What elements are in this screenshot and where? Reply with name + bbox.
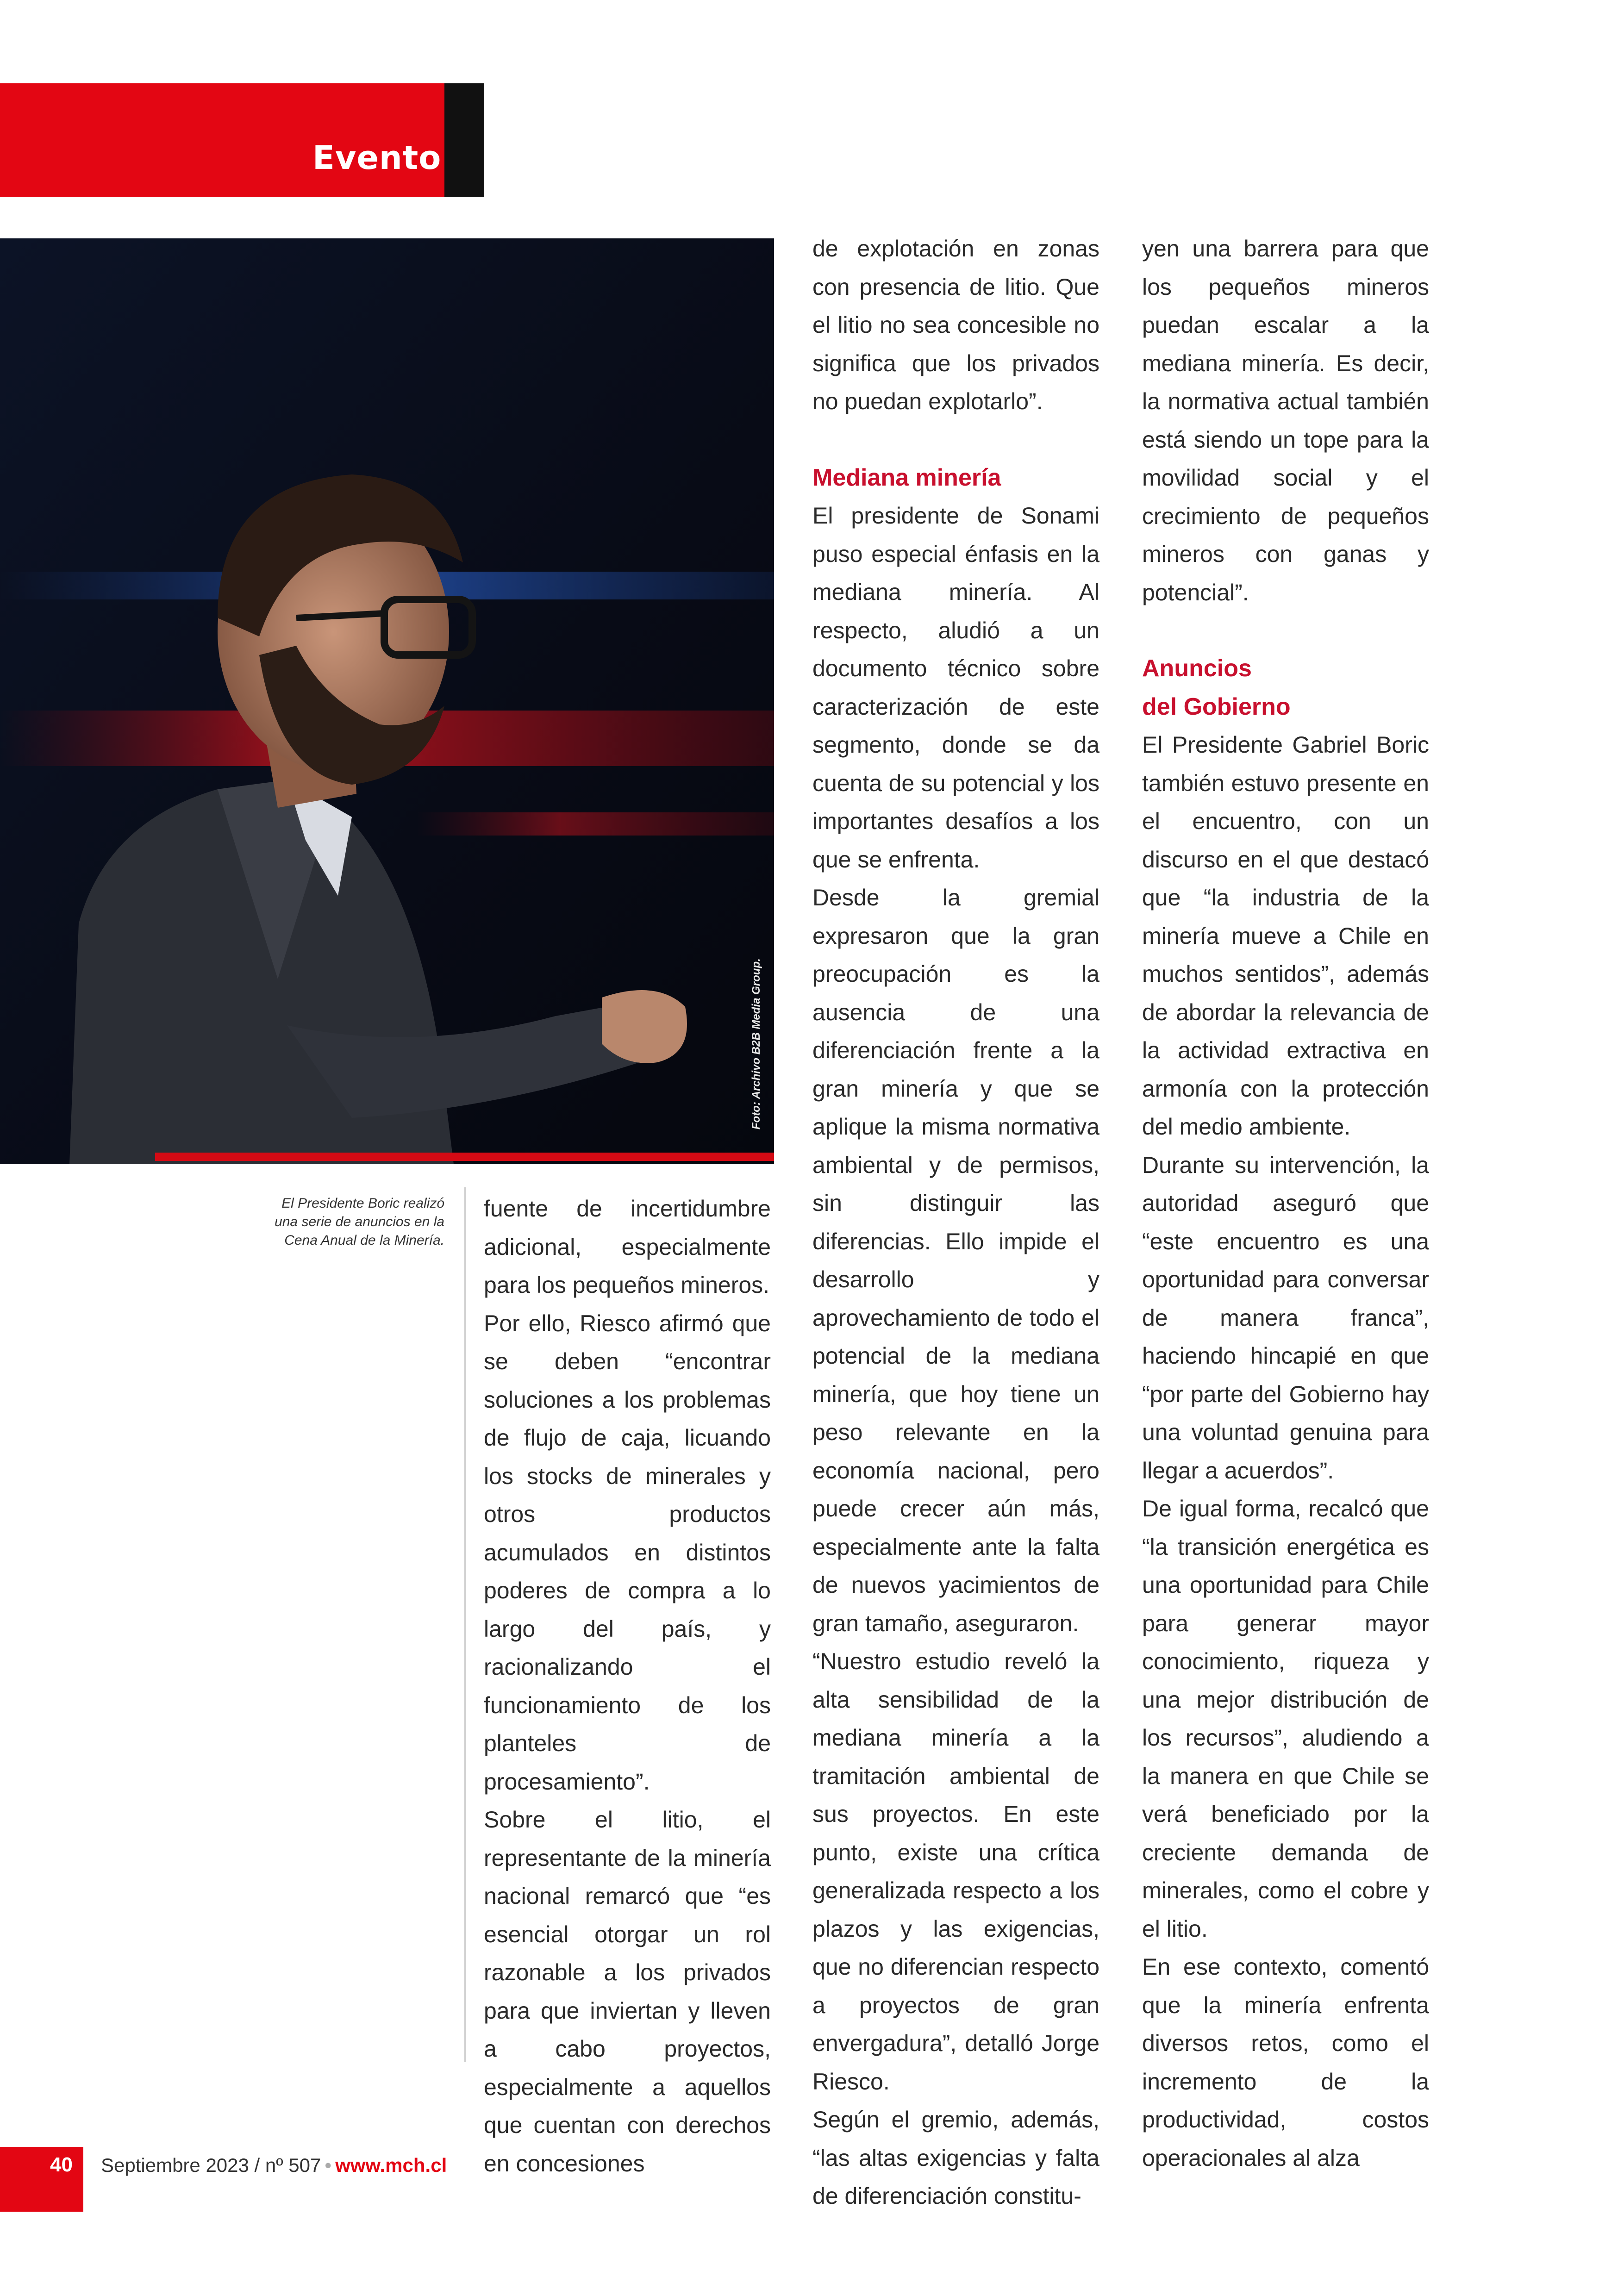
photo-credit: Foto: Archivo B2B Media Group. — [750, 958, 762, 1129]
photo-accent-line — [155, 1153, 774, 1161]
subheading-anuncios — [1142, 649, 1429, 726]
column-divider — [464, 1187, 466, 2062]
article-photo — [0, 238, 774, 1164]
article-column-1 — [484, 1190, 771, 2183]
paragraph: fuente de incertidumbre adicional, especialmente para los pequeños mineros. — [484, 1196, 771, 1298]
article-column-2 — [812, 230, 1099, 2215]
paragraph: “Nuestro estudio reveló la alta sensibilidad de la mediana minería a la tramitación ambiental de sus proyectos. En este punto, existe una crítica generalizada respecto a los plazos y las exigencias, que no diferencian respecto a proyectos de gran envergadura”, detalló Jorge Riesco. — [812, 1648, 1099, 2095]
caption-line: El Presidente Boric realizó — [281, 1196, 444, 1211]
separator-dot: • — [325, 2154, 332, 2176]
paragraph: Según el gremio, además, “las altas exigencias y falta de diferenciación constitu- — [812, 2107, 1099, 2209]
paragraph: En ese contexto, comentó que la minería enfrenta diversos retos, como el incremento de la productividad, costos operacionales al alza — [1142, 1954, 1429, 2171]
caption-line: una serie de anuncios en la — [275, 1214, 444, 1229]
website-link[interactable]: www.mch.cl — [335, 2154, 447, 2176]
article-column-3 — [1142, 230, 1429, 2177]
paragraph: De igual forma, recalcó que “la transición energética es una oportunidad para Chile para generar mayor conocimiento, riqueza y una mejor distribución de los recursos”, aludiendo a la manera en que Chile se verá beneficiado por la creciente demanda de minerales, como el cobre y el litio. — [1142, 1496, 1429, 1942]
paragraph: yen una barrera para que los pequeños mineros puedan escalar a la mediana minería. Es decir, la normativa actual también está siendo un tope para la movilidad social y el crecimiento de pequeños mineros con ganas y potencial”. — [1142, 236, 1429, 605]
photo-caption — [259, 1194, 444, 1250]
page-number: 40 — [50, 2153, 73, 2176]
paragraph: Sobre el litio, el representante de la minería nacional remarcó que “es esencial otorgar un rol razonable a los privados para que inviertan y lleven a cabo proyectos, especialmente a aquellos que cuentan con derechos en concesiones — [484, 1807, 771, 2177]
paragraph: Por ello, Riesco afirmó que se deben “encontrar soluciones a los problemas de flujo de caja, licuando los stocks de minerales y otros productos acumulados en distintos poderes de compra a lo largo del país, y racionalizando el funcionamiento de los planteles de procesamiento”. — [484, 1310, 771, 1795]
paragraph: Desde la gremial expresaron que la gran preocupación es la ausencia de una diferenciación frente a la gran minería y que se aplique la misma normativa ambiental y de permisos, sin distinguir las diferencias. Ello impide el desarrollo y aprovechamiento de todo el potencial de la mediana minería, que hoy tiene un peso relevante en la economía nacional, pero puede crecer aún más, especialmente ante la falta de nuevos yacimientos de gran tamaño, aseguraron. — [812, 885, 1099, 1636]
paragraph: El presidente de Sonami puso especial énfasis en la mediana minería. Al respecto, aludió a un documento técnico sobre caracterización de este segmento, donde se da cuenta de su potencial y los importantes desafíos a los que se enfrenta. — [812, 503, 1099, 873]
subheading-mediana-mineria: Mediana minería — [812, 464, 1001, 491]
paragraph: El Presidente Gabriel Boric también estuvo presente en el encuentro, con un discurso en el que destacó que “la industria de la minería mueve a Chile en muchos sentidos”, además de abordar la relevancia de la actividad extractiva en armonía con la protección del medio ambiente. — [1142, 732, 1429, 1140]
issue-label: Septiembre 2023 / nº 507 — [101, 2154, 321, 2176]
subheading-line: del Gobierno — [1142, 693, 1291, 720]
footer-issue — [101, 2154, 447, 2177]
paragraph: de explotación en zonas con presencia de litio. Que el litio no sea concesible no significa que los privados no puedan explotarlo”. — [812, 236, 1099, 414]
section-band-accent — [444, 83, 484, 197]
paragraph: Durante su intervención, la autoridad aseguró que “este encuentro es una oportunidad para conversar de manera franca”, haciendo hincapié en que “por parte del Gobierno hay una voluntad genuina para llegar a acuerdos”. — [1142, 1152, 1429, 1484]
caption-line: Cena Anual de la Minería. — [284, 1233, 444, 1248]
subheading-line: Anuncios — [1142, 655, 1252, 682]
section-label: Evento — [312, 139, 442, 177]
